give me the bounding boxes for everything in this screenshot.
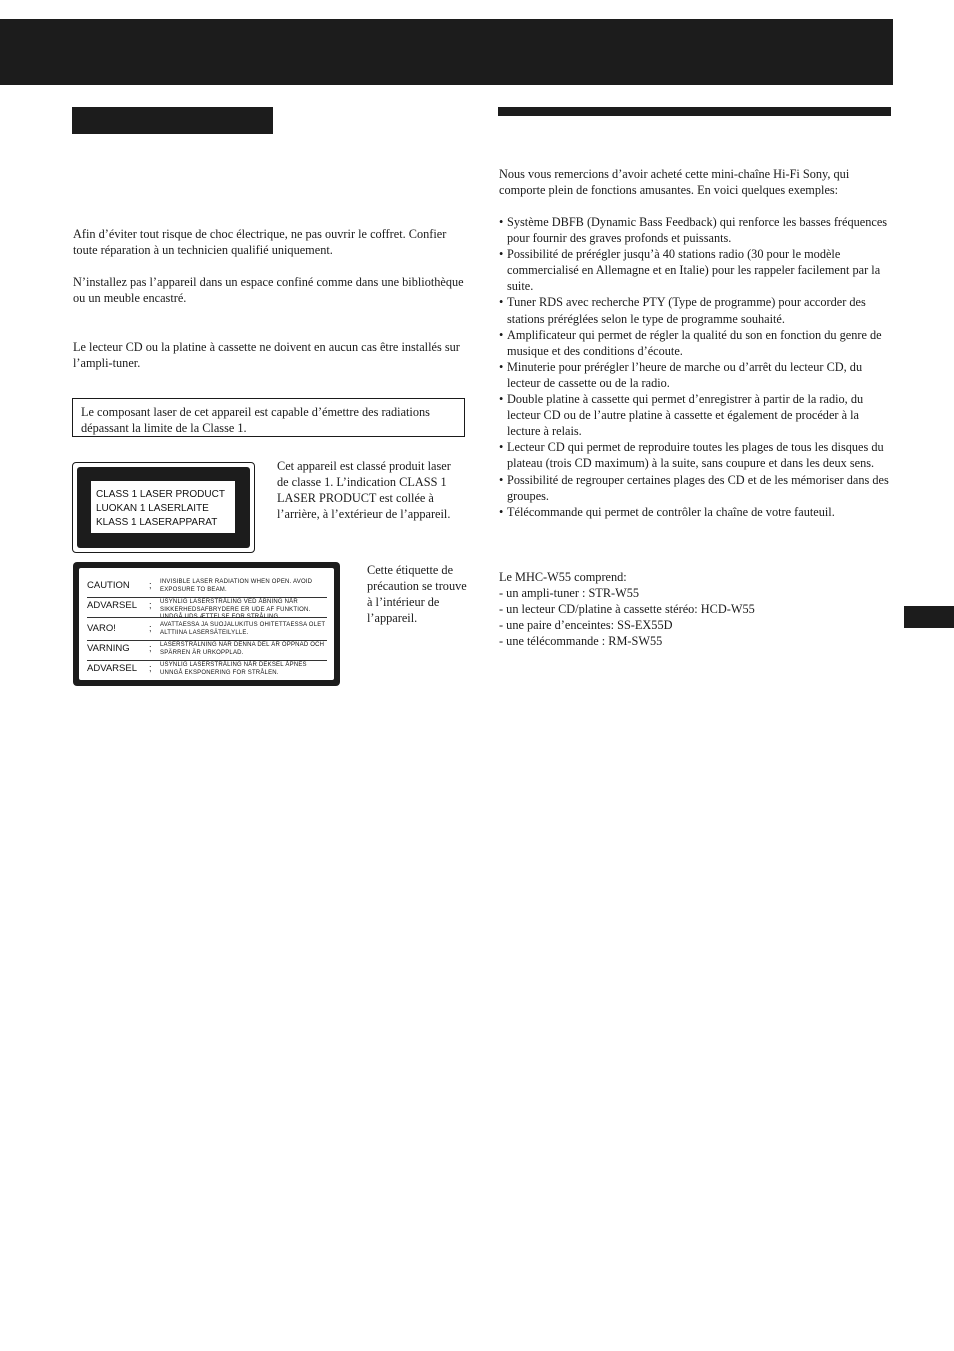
caution-row-language: CAUTION xyxy=(87,580,130,591)
welcome-heading-rule xyxy=(498,107,891,116)
warning-paragraph-installation: N’installez pas l’appareil dans un espace confiné comme dans une bibliothèque ou un meuble encastré. xyxy=(73,275,464,306)
caution-row-text: INVISIBLE LASER RADIATION WHEN OPEN. AVOID EXPOSURE TO BEAM. xyxy=(160,579,313,593)
caution-row xyxy=(87,597,327,618)
caution-row-text: LASERSTRÅLNING NÄR DENNA DEL ÄR ÖPPNAD OCH SPÄRREN ÄR URKOPPLAD. xyxy=(160,642,325,656)
system-component-item: - un ampli-tuner : STR-W55 xyxy=(499,585,892,601)
class1-label-panel xyxy=(91,481,235,533)
feature-list xyxy=(499,214,892,520)
class1-label-line: CLASS 1 LASER PRODUCT xyxy=(96,489,225,500)
feature-item: • Double platine à cassette qui permet d’enregistrer à partir de la radio, du lecteur CD ou de l’autre platine à cassette et également de procéder à la lecture à relais. xyxy=(499,391,892,439)
caution-row-separator: ; xyxy=(149,580,152,590)
caution-row-separator: ; xyxy=(149,623,152,633)
caution-row-language: VARNING xyxy=(87,643,130,654)
caution-label xyxy=(73,562,340,686)
laser-warning-text: Le composant laser de cet appareil est capable d’émettre des radiations dépassant la limite de la Classe 1. xyxy=(81,405,430,436)
system-component-item: - un lecteur CD/platine à cassette stéréo: HCD-W55 xyxy=(499,601,892,617)
class1-label-line: KLASS 1 LASERAPPARAT xyxy=(96,517,218,528)
caution-row-separator: ; xyxy=(149,600,152,610)
header-band xyxy=(0,19,893,85)
system-component-item: - une paire d’enceintes: SS-EX55D xyxy=(499,617,892,633)
feature-item: • Télécommande qui permet de contrôler la chaîne de votre fauteuil. xyxy=(499,504,892,520)
caution-row-text: USYNLIG LASERSTRÅLING VED ÅBNING NÅR SIKKERHEDSAFBRYDERE ER UDE AF FUNKTION. UNDGÅ UDS ÆTTELSE FOR STRÅLING. xyxy=(160,599,311,620)
feature-item: • Possibilité de regrouper certaines plages des CD et de les mémoriser dans des groupes. xyxy=(499,472,892,504)
feature-item: • Système DBFB (Dynamic Bass Feedback) qui renforce les basses fréquences pour fournir des graves profonds et puissants. xyxy=(499,214,892,246)
laser-warning-box xyxy=(72,398,465,437)
welcome-intro: Nous vous remercions d’avoir acheté cette mini-chaîne Hi-Fi Sony, qui comporte plein de fonctions amusantes. En voici quelques exemples: xyxy=(499,167,850,198)
warning-paragraph-shock: Afin d’éviter tout risque de choc électrique, ne pas ouvrir le coffret. Confier toute réparation à un technicien qualifié uniquement. xyxy=(73,227,447,258)
caution-row xyxy=(87,620,327,641)
section-tab xyxy=(904,606,954,628)
caution-row-text: USYNLIG LASERSTRÅLING NÅR DEKSEL ÅPNES UNNGÅ EKSPONERING FOR STRÅLEN. xyxy=(160,662,307,676)
feature-item: • Possibilité de prérégler jusqu’à 40 stations radio (30 pour le modèle commercialisé en Allemagne et en Italie) pour les rappeler facilement par la suite. xyxy=(499,246,892,294)
feature-item: • Lecteur CD qui permet de reproduire toutes les plages de tous les disques du plateau (trois CD maximum) à la suite, sans coupure et dans les deux sens. xyxy=(499,439,892,471)
caution-label-panel xyxy=(79,568,334,680)
caution-row-language: VARO! xyxy=(87,623,116,634)
caution-row-separator: ; xyxy=(149,643,152,653)
system-component-item: - une télécommande : RM-SW55 xyxy=(499,633,892,649)
caution-row-text: AVATTAESSA JA SUOJALUKITUS OHITETTAESSA OLET ALTTIINA LASERSÄTEILYLLE. xyxy=(160,622,326,636)
caution-row-language: ADVARSEL xyxy=(87,600,137,611)
system-components-list xyxy=(499,585,892,649)
caution-row xyxy=(87,660,327,680)
caution-row xyxy=(87,640,327,661)
feature-item: • Amplificateur qui permet de régler la qualité du son en fonction du genre de musique et des conditions d’écoute. xyxy=(499,327,892,359)
feature-item: • Tuner RDS avec recherche PTY (Type de programme) pour accorder des stations préréglées selon le type de programme souhaité. xyxy=(499,294,892,326)
warning-paragraph-stacking: Le lecteur CD ou la platine à cassette ne doivent en aucun cas être installés sur l’ampli-tuner. xyxy=(73,340,460,371)
caution-row-language: ADVARSEL xyxy=(87,663,137,674)
caution-row-separator: ; xyxy=(149,663,152,673)
feature-item: • Minuterie pour prérégler l’heure de marche ou d’arrêt du lecteur CD, du lecteur de cassette ou de la radio. xyxy=(499,359,892,391)
caution-label-caption: Cette étiquette de précaution se trouve à l’intérieur de l’appareil. xyxy=(367,563,467,626)
class1-laser-label xyxy=(72,462,255,553)
caution-row xyxy=(87,577,327,598)
class1-label-caption: Cet appareil est classé produit laser de classe 1. L’indication CLASS 1 LASER PRODUCT est collée à l’arrière, à l’extérieur de l’appareil. xyxy=(277,459,451,522)
system-components-intro: Le MHC-W55 comprend: xyxy=(499,570,627,584)
class1-label-frame xyxy=(77,467,250,548)
class1-label-line: LUOKAN 1 LASERLAITE xyxy=(96,503,209,514)
warning-heading-bar xyxy=(72,107,273,134)
